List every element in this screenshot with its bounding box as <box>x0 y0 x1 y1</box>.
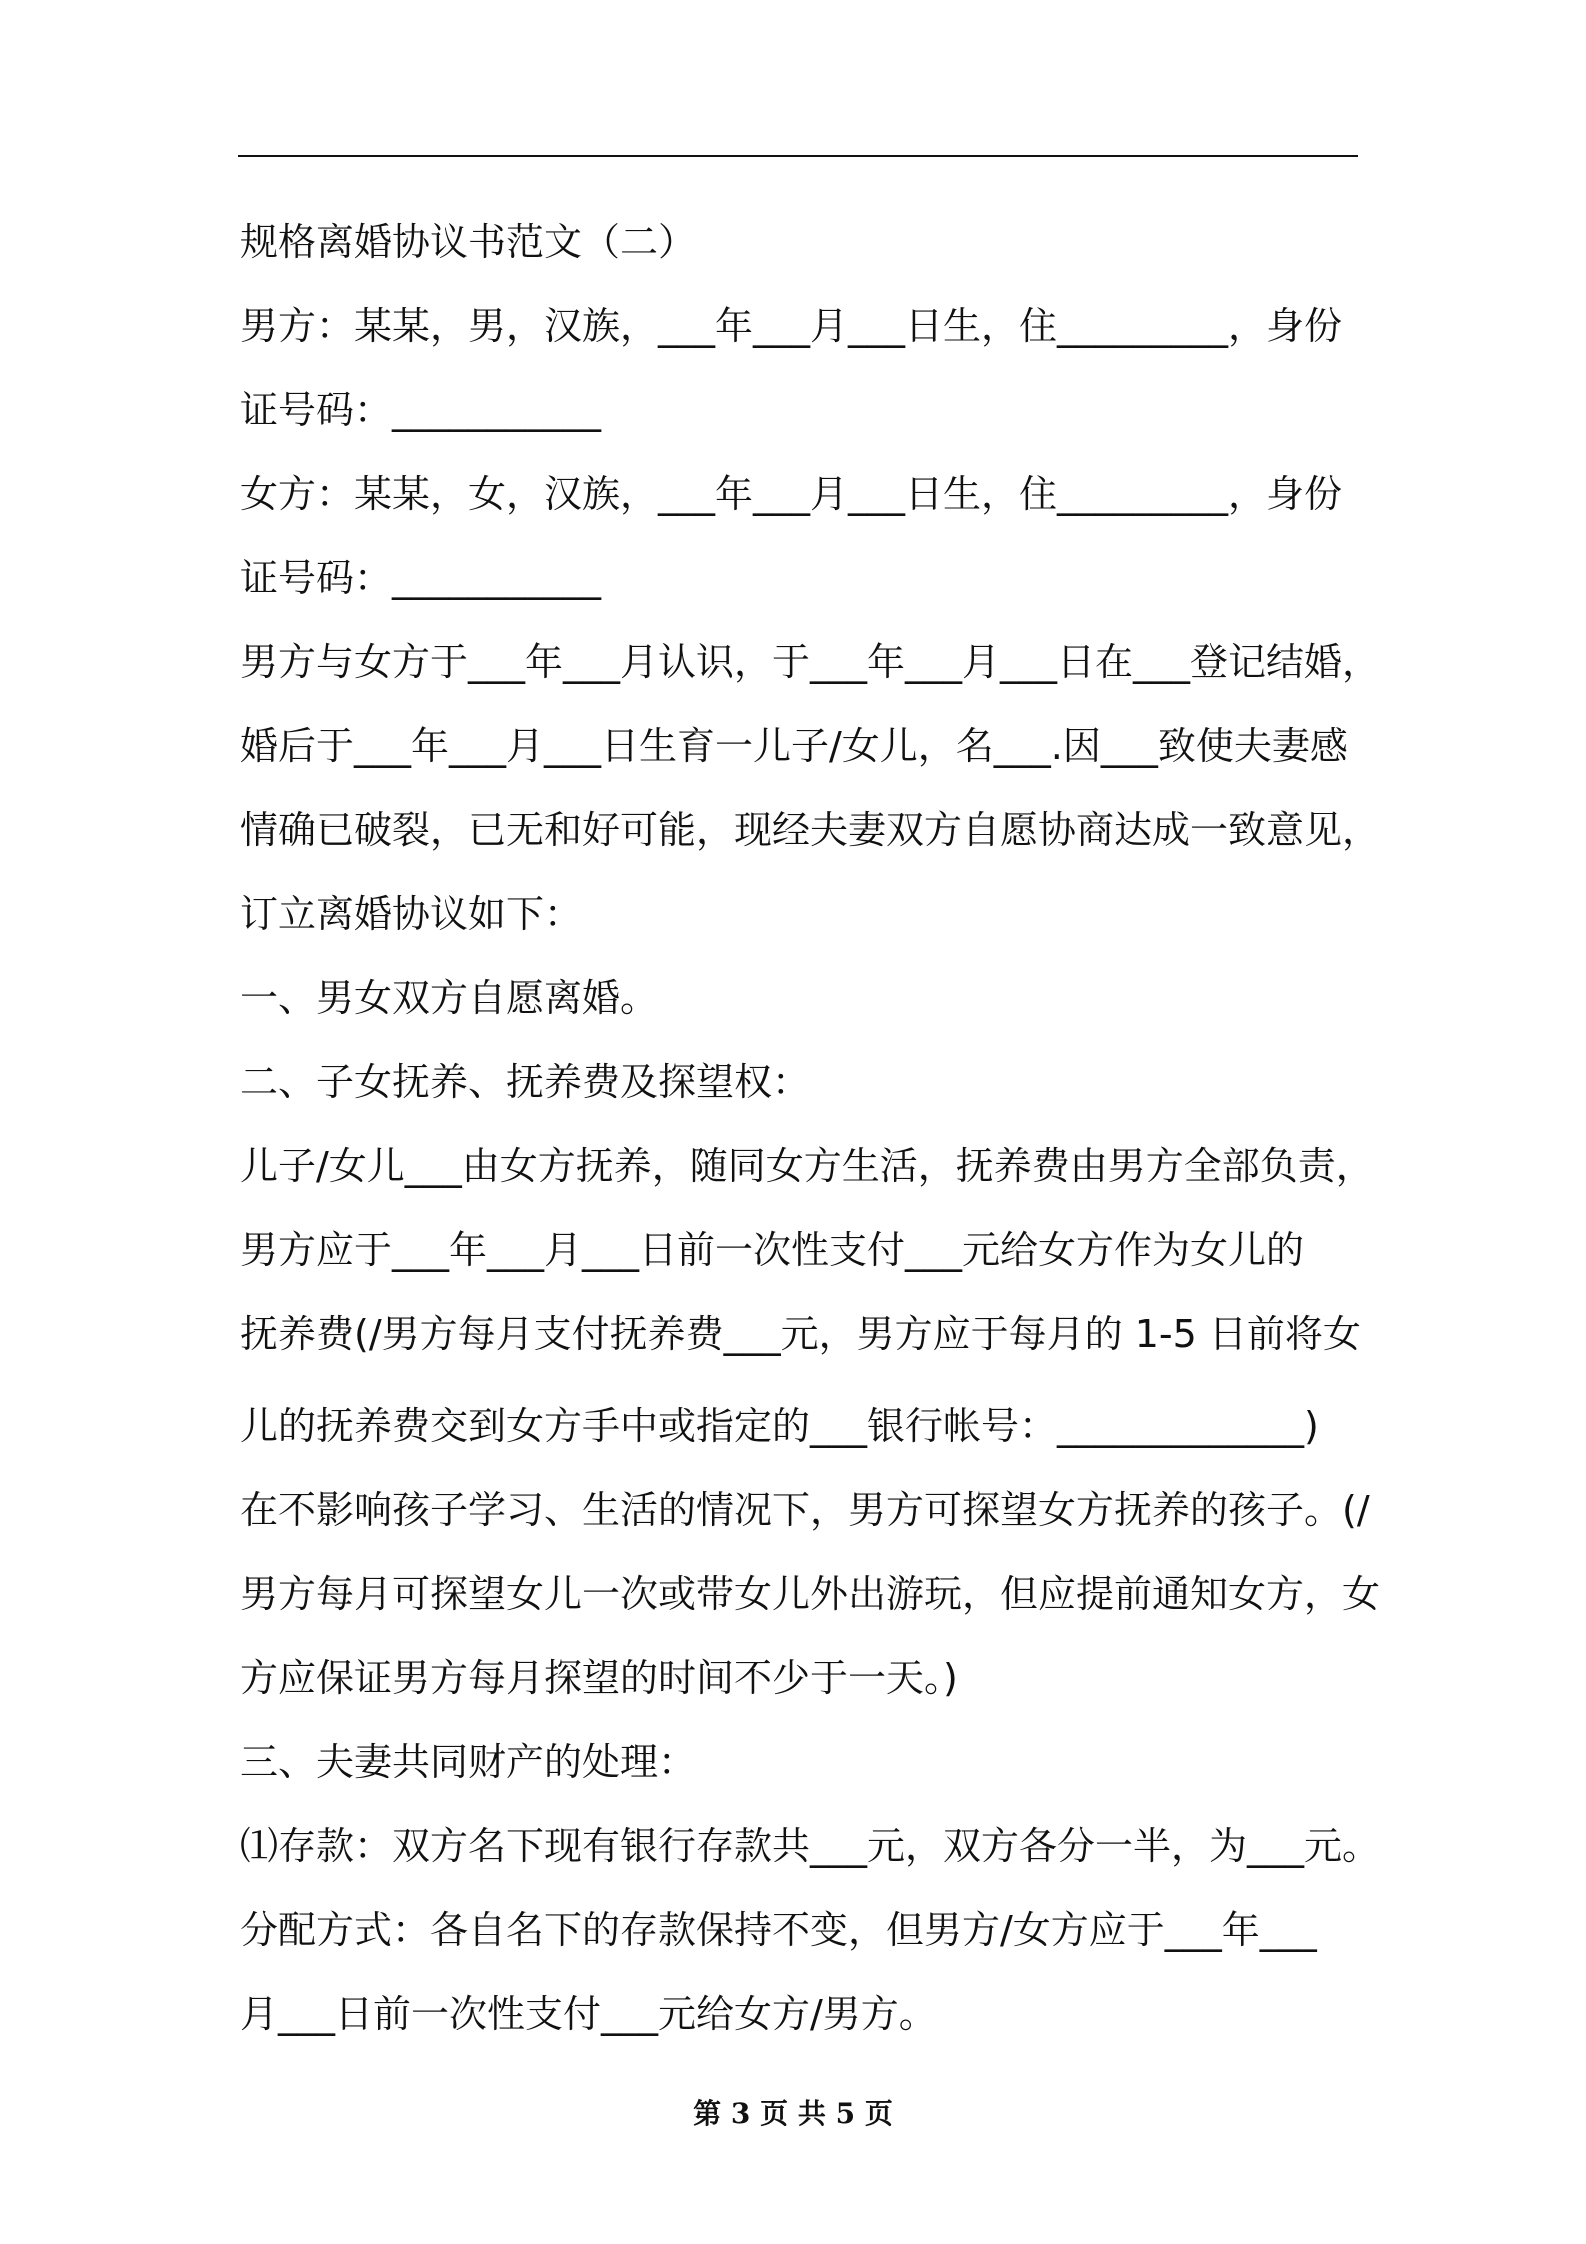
section-heading: 二、子女抚养、抚养费及探望权： <box>240 1060 811 1104</box>
page-number: 第 3 页 共 5 页 <box>693 2097 893 2130</box>
document-title: 规格离婚协议书范文（二） <box>240 220 697 264</box>
text-line: 方应保证男方每月探望的时间不少于一天。) <box>240 1656 958 1700</box>
text-line: 男方每月可探望女儿一次或带女儿外出游玩，但应提前通知女方，女 <box>240 1572 1381 1616</box>
text-line: ⑴存款：双方名下现有银行存款共___元，双方各分一半，为___元。 <box>240 1824 1381 1868</box>
text-line: 订立离婚协议如下： <box>240 892 583 936</box>
section-heading: 一、男女双方自愿离婚。 <box>240 976 659 1020</box>
text-line: 男方：某某，男，汉族，___年___月___日生，住_________，身份 <box>240 304 1343 348</box>
text-line: 婚后于___年___月___日生育一儿子/女儿，名___.因___致使夫妻感 <box>240 724 1348 768</box>
text-line: 证号码：___________ <box>240 556 602 600</box>
text-line: 儿的抚养费交到女方手中或指定的___银行帐号：_____________) <box>240 1404 1319 1448</box>
text-line: 分配方式：各自名下的存款保持不变，但男方/女方应于___年___ <box>240 1908 1317 1952</box>
text-line: 儿子/女儿___由女方抚养，随同女方生活，抚养费由男方全部负责， <box>240 1144 1374 1188</box>
text-line: 男方应于___年___月___日前一次性支付___元给女方作为女儿的 <box>240 1228 1305 1272</box>
text-line: 抚养费(/男方每月支付抚养费___元，男方应于每月的 1-5 日前将女 <box>240 1312 1361 1356</box>
section-heading: 三、夫妻共同财产的处理： <box>240 1740 697 1784</box>
document-body <box>240 200 1381 2056</box>
text-line: 在不影响孩子学习、生活的情况下，男方可探望女方抚养的孩子。(/ <box>240 1488 1370 1532</box>
text-line: 证号码：___________ <box>240 388 602 432</box>
text-line: 月___日前一次性支付___元给女方/男方。 <box>240 1992 937 2036</box>
text-line: 女方：某某，女，汉族，___年___月___日生，住_________，身份 <box>240 472 1343 516</box>
text-line: 情确已破裂，已无和好可能，现经夫妻双方自愿协商达成一致意见， <box>240 808 1381 852</box>
text-line: 男方与女方于___年___月认识，于___年___月___日在___登记结婚， <box>240 640 1381 684</box>
header-rule <box>238 155 1358 157</box>
